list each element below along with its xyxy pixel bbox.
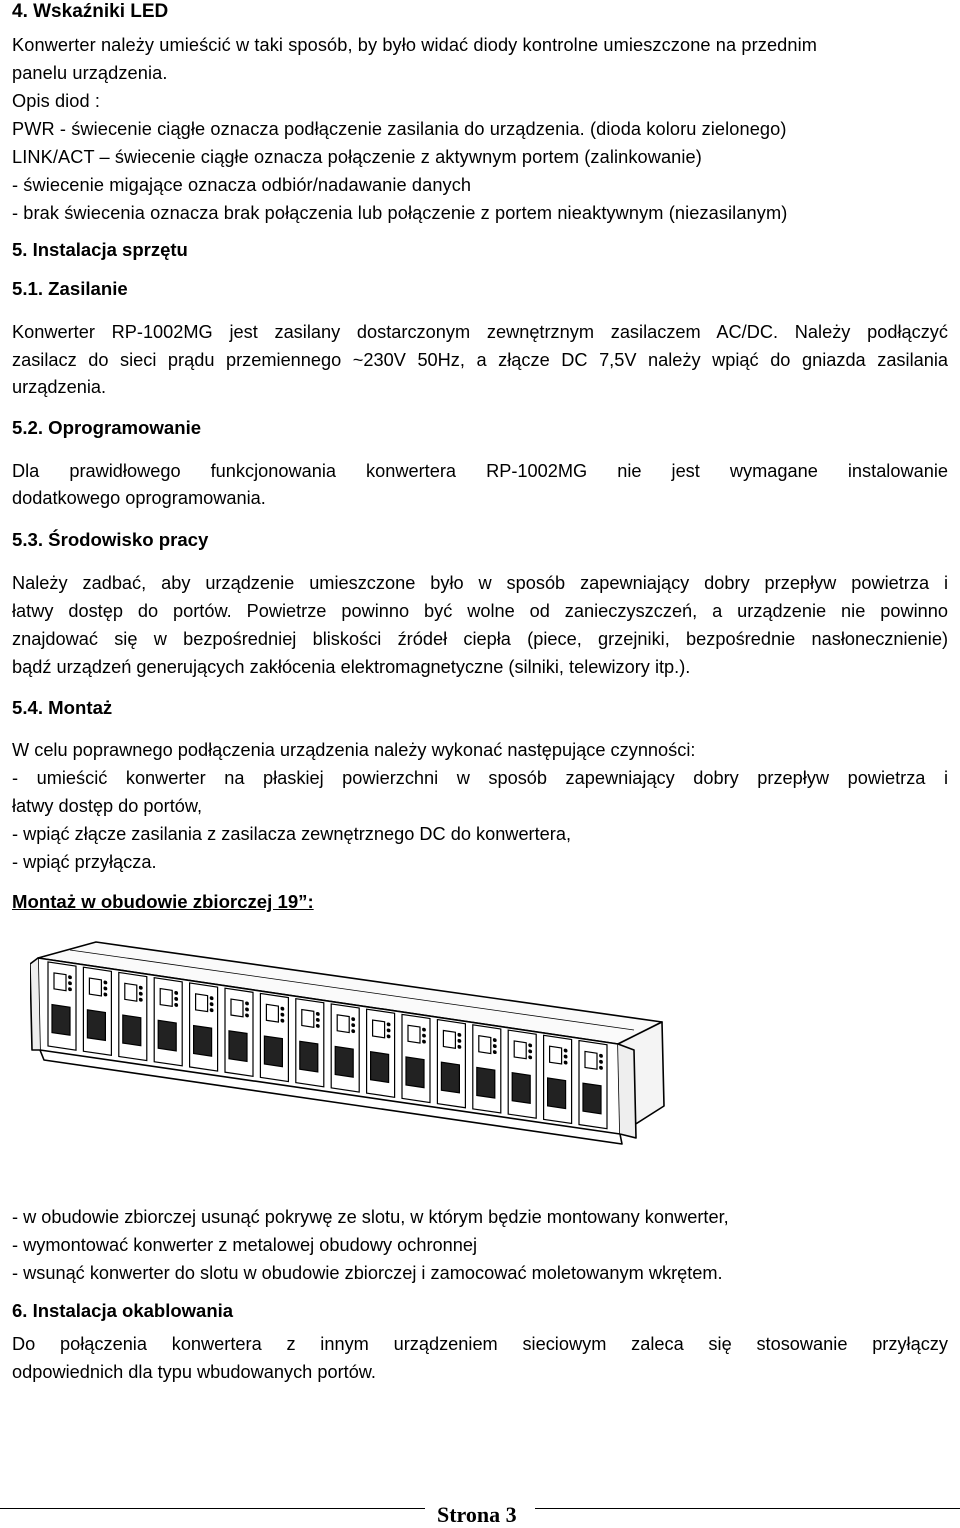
section-6-heading: 6. Instalacja okablowania <box>12 1300 234 1321</box>
rack-step: - w obudowie zbiorczej usunąć pokrywę ze slotu, w którym będzie montowany konwerter, <box>12 1207 729 1227</box>
led-off-description: - brak świecenia oznacza brak połączenia lub połączenie z portem nieaktywnym (niezasilanym) <box>12 203 788 223</box>
section-5-4-paragraph: łatwy dostęp do portów, <box>12 796 203 816</box>
section-5-1-paragraph: zasilacz do sieci prądu przemiennego ~230V 50Hz, a złącze DC 7,5V należy wpiąć do gniazda zasilania <box>12 350 948 370</box>
section-5-3-paragraph: Należy zadbać, aby urządzenie umieszczone było w sposób zapewniający dobry przepływ powietrza i <box>12 573 948 593</box>
section-6-paragraph: odpowiednich dla typu wbudowanych portów. <box>12 1362 376 1382</box>
section-5-1-heading: 5.1. Zasilanie <box>12 278 128 299</box>
section-5-4-paragraph: - umieścić konwerter na płaskiej powierzchni w sposób zapewniający dobry przepływ powietrza i <box>12 768 948 788</box>
led-link-description: LINK/ACT – świecenie ciągłe oznacza połączenie z aktywnym portem (zalinkowanie) <box>12 147 702 167</box>
rack-step: - wsunąć konwerter do slotu w obudowie zbiorczej i zamocować moletowanym wkrętem. <box>12 1263 723 1283</box>
section-5-1-paragraph: urządzenia. <box>12 377 107 397</box>
footer-rule-right <box>535 1508 960 1509</box>
section-5-3-paragraph: znajdować się w bezpośredniej bliskości źródeł ciepła (piece, grzejniki, bezpośrednie nasłonecznienie) <box>12 629 948 649</box>
section-5-4-paragraph: - wpiąć złącze zasilania z zasilacza zewnętrznego DC do konwertera, <box>12 824 572 844</box>
section-5-2-heading: 5.2. Oprogramowanie <box>12 417 202 438</box>
section-5-3-paragraph: bądź urządzeń generujących zakłócenia elektromagnetyczne (silniki, telewizory itp.). <box>12 657 691 677</box>
section-5-1-paragraph: Konwerter RP-1002MG jest zasilany dostarczonym zewnętrznym zasilaczem AC/DC. Należy podłączyć <box>12 322 948 342</box>
rack-mount-heading: Montaż w obudowie zbiorczej 19”: <box>12 891 314 912</box>
section-5-4-paragraph: - wpiąć przyłącza. <box>12 852 157 872</box>
led-blink-description: - świecenie migające oznacza odbiór/nadawanie danych <box>12 175 472 195</box>
section-4-paragraph: Konwerter należy umieścić w taki sposób, by było widać diody kontrolne umieszczone na przednim <box>12 35 817 55</box>
led-pwr-description: PWR - świecenie ciągłe oznacza podłączenie zasilania do urządzenia. (dioda koloru zielonego) <box>12 119 787 139</box>
section-5-4-paragraph: W celu poprawnego podłączenia urządzenia należy wykonać następujące czynności: <box>12 740 696 760</box>
section-5-4-heading: 5.4. Montaż <box>12 697 113 718</box>
section-4-paragraph: Opis diod : <box>12 91 101 111</box>
section-6-paragraph: Do połączenia konwertera z innym urządzeniem sieciowym zaleca się stosowanie przyłączy <box>12 1334 948 1354</box>
section-5-3-heading: 5.3. Środowisko pracy <box>12 529 209 550</box>
page-number: Strona 3 <box>437 1502 517 1527</box>
section-5-heading: 5. Instalacja sprzętu <box>12 239 188 260</box>
section-5-2-paragraph: dodatkowego oprogramowania. <box>12 488 266 508</box>
section-4-paragraph: panelu urządzenia. <box>12 63 168 83</box>
rack-chassis-illustration <box>30 938 680 1178</box>
section-4-heading: 4. Wskaźniki LED <box>12 1 169 22</box>
rack-step: - wymontować konwerter z metalowej obudowy ochronnej <box>12 1235 478 1255</box>
section-5-2-paragraph: Dla prawidłowego funkcjonowania konwertera RP-1002MG nie jest wymagane instalowanie <box>12 461 948 481</box>
footer-rule-left <box>0 1508 425 1509</box>
section-5-3-paragraph: łatwy dostęp do portów. Powietrze powinno być wolne od zanieczyszczeń, a urządzenie nie powinno <box>12 601 948 621</box>
